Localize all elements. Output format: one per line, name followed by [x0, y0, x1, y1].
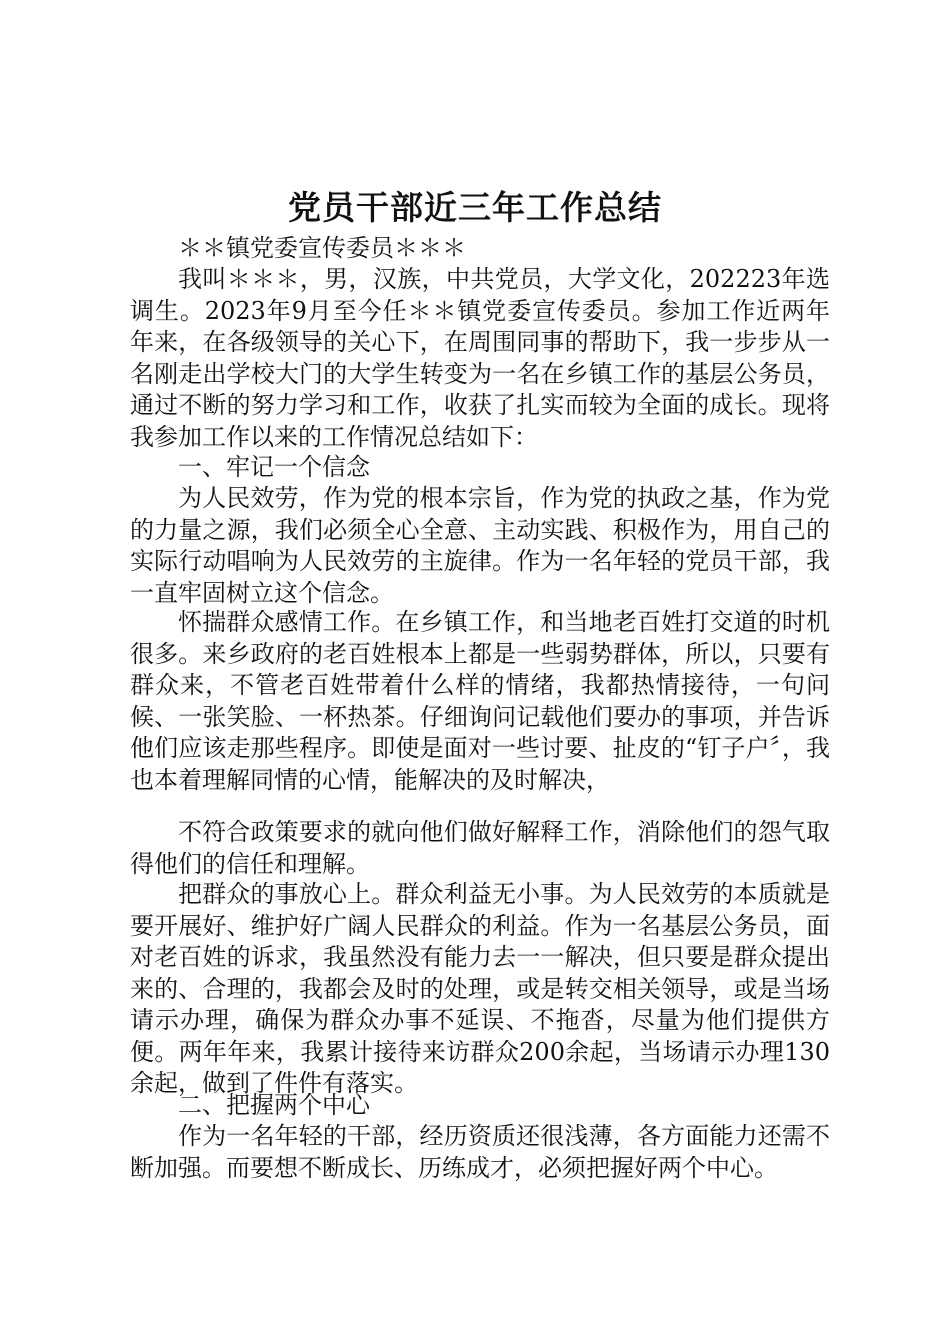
paragraph-5: 作为一名年轻的干部，经历资质还很浅薄，各方面能力还需不断加强。而要想不断成长、历练成才，必须把握好两个中心。 [130, 1122, 830, 1182]
intro-paragraph: 我叫＊＊＊，男，汉族，中共党员，大学文化，202223年选调生。2023年9月至今任＊＊镇党委宣传委员。参加工作近两年年来，在各级领导的关心下，在周围同事的帮助下，我一步步从一名刚走出学校大门的大学生转变为一名在乡镇工作的基层公务员，通过不断的努力学习和工作，收获了扎实而较为全面的成长。现将我参加工作以来的工作情况总结如下： [130, 265, 830, 451]
document-title: 党员干部近三年工作总结 [288, 188, 662, 227]
paragraph-4: 把群众的事放心上。群众利益无小事。为人民效劳的本质就是要开展好、维护好广阔人民群众的利益。作为一名基层公务员，面对老百姓的诉求，我虽然没有能力去一一解决，但只要是群众提出来的、合理的，我都会及时的处理，或是转交相关领导，或是当场请示办理，确保为群众办事不延误、不拖沓，尽量为他们提供方便。两年年来，我累计接待来访群众200余起，当场请示办理130余起，做到了件件有落实。 [130, 880, 830, 1097]
paragraph-3: 不符合政策要求的就向他们做好解释工作，消除他们的怨气取得他们的信任和理解。 [130, 818, 830, 878]
section-heading-2: 二、把握两个中心 [178, 1091, 370, 1119]
section-heading-1: 一、牢记一个信念 [178, 453, 370, 481]
author-line: ＊＊镇党委宣传委员＊＊＊ [178, 234, 466, 262]
paragraph-2: 怀揣群众感情工作。在乡镇工作，和当地老百姓打交道的时机很多。来乡政府的老百姓根本上都是一些弱势群体，所以，只要有群众来，不管老百姓带着什么样的情绪，我都热情接待，一句问候、一张笑脸、一杯热茶。仔细询问记载他们要办的事项，并告诉他们应该走那些程序。即使是面对一些讨要、扯皮的“钉子户〞，我也本着理解同情的心情，能解决的及时解决， [130, 608, 830, 794]
paragraph-1: 为人民效劳，作为党的根本宗旨，作为党的执政之基，作为党的力量之源，我们必须全心全意、主动实践、积极作为，用自己的实际行动唱响为人民效劳的主旋律。作为一名年轻的党员干部，我一直牢固树立这个信念。 [130, 484, 830, 607]
